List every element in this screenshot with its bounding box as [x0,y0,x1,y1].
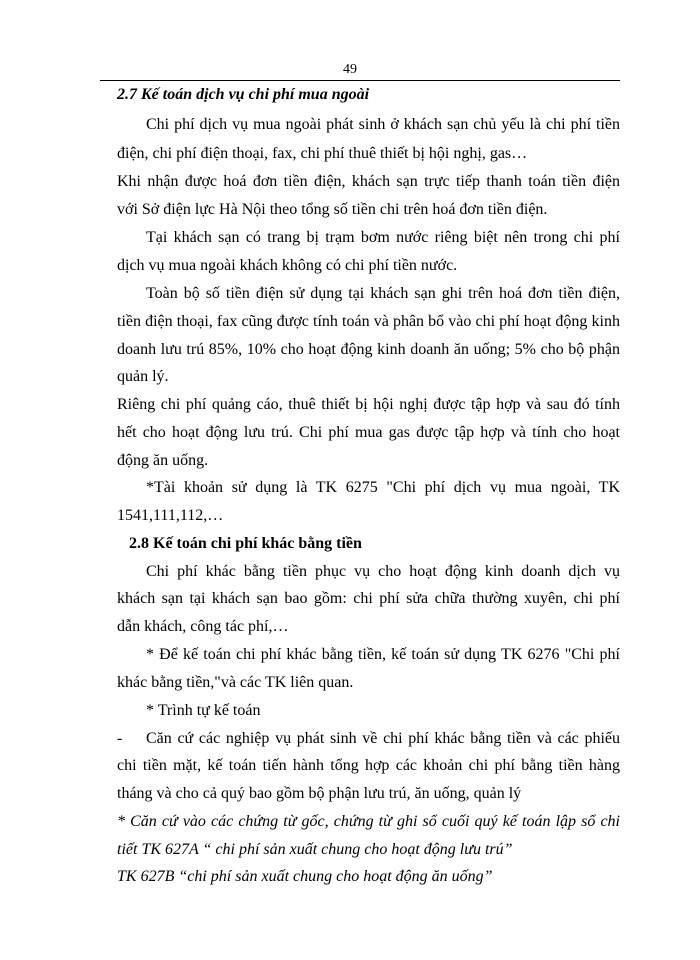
paragraph-line: * Để kế toán chi phí khác bằng tiền, kế toán sử dụng TK 6276 "Chi phí [146,646,620,663]
paragraph-line: 1541,111,112,… [117,507,224,524]
paragraph-line: Khi nhận được hoá đơn tiền điện, khách sạn trực tiếp thanh toán tiền điện [117,173,620,190]
paragraph-line: Chi phí dịch vụ mua ngoài phát sinh ở khách sạn chủ yếu là chi phí tiền [146,116,620,133]
paragraph-line: Toàn bộ số tiền điện sử dụng tại khách sạn ghi trên hoá đơn tiền điện, [146,285,620,302]
list-bullet: - [117,730,123,747]
paragraph-line: * Căn cứ vào các chứng từ gốc, chứng từ ghi sổ cuối quý kế toán lập sổ chi [117,813,620,830]
paragraph-line: tiền điện thoại, fax cũng được tính toán và phân bổ vào chi phí hoạt động kinh [117,313,620,330]
paragraph-line: chi tiền mặt, kế toán tiến hành tổng hợp các khoản chi phí bằng tiền hàng [117,757,620,774]
paragraph-line: doanh lưu trú 85%, 10% cho hoạt động kinh doanh ăn uống; 5% cho bộ phận [117,341,620,358]
paragraph-line: dịch vụ mua ngoài khách không có chi phí tiền nước. [117,257,458,274]
paragraph-line: Căn cứ các nghiệp vụ phát sinh về chi phí khác bằng tiền và các phiếu [146,730,620,747]
paragraph-line: hết cho hoạt động lưu trú. Chi phí mua gas được tập hợp và tính cho hoạt [117,424,620,441]
paragraph-line: Riêng chi phí quảng cáo, thuê thiết bị hội nghị được tập hợp và sau đó tính [117,396,620,413]
paragraph-line: *Tài khoản sử dụng là TK 6275 "Chi phí dịch vụ mua ngoài, TK [146,479,620,496]
page-number: 49 [343,62,357,77]
section-heading-2-7: 2.7 Kế toán dịch vụ chi phí mua ngoài [117,86,370,103]
paragraph-line: khách sạn tại khách sạn bao gồm: chi phí sửa chữa thường xuyên, chi phí [117,590,620,607]
paragraph-line: TK 627B “chi phí sản xuất chung cho hoạt động ăn uống” [117,868,493,885]
paragraph-line: tiết TK 627A “ chi phí sản xuất chung cho hoạt động lưu trú” [117,841,513,858]
paragraph-line: Tại khách sạn có trang bị trạm bơm nước riêng biệt nên trong chi phí [146,229,620,246]
paragraph-line: động ăn uống. [117,452,209,469]
header-rule [100,80,620,81]
paragraph-line: khác bằng tiền,"và các TK liên quan. [117,674,354,691]
paragraph-line: điện, chi phí điện thoại, fax, chi phí thuê thiết bị hội nghị, gas… [117,145,528,162]
paragraph-line: tháng và cho cả quý bao gồm bộ phận lưu trú, ăn uống, quản lý [117,785,522,802]
paragraph-line: với Sở điện lực Hà Nội theo tổng số tiền chi trên hoá đơn tiền điện. [117,201,548,218]
section-heading-2-8: 2.8 Kế toán chi phí khác bằng tiền [129,535,362,552]
paragraph-line: * Trình tự kế toán [146,702,261,719]
paragraph-line: quản lý. [117,368,169,385]
paragraph-line: Chi phí khác bằng tiền phục vụ cho hoạt động kinh doanh dịch vụ [146,563,620,580]
paragraph-line: dẫn khách, công tác phí,… [117,618,289,635]
